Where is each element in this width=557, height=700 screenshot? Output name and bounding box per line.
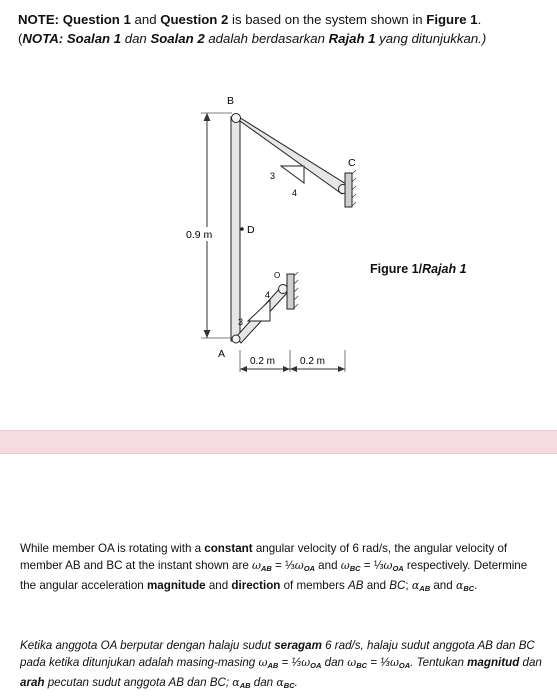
en-eq-2: = ⅓	[360, 559, 384, 572]
en-bold-direction: direction	[231, 579, 281, 592]
hatch-c-1	[352, 170, 356, 174]
pin-b	[232, 114, 241, 123]
my-alpha-bc: α	[276, 676, 284, 689]
question-note	[18, 10, 548, 48]
my-bold-magnitud: magnitud	[467, 656, 520, 669]
pin-a	[232, 335, 240, 343]
en-text-3: and	[314, 559, 341, 572]
problem-malay	[20, 637, 545, 694]
label-o: O	[274, 271, 281, 280]
en-italic-bc: BC	[389, 579, 406, 592]
hatch-o-2	[294, 280, 298, 284]
support-o	[287, 274, 294, 309]
my-text-2: 6 rad/s, halaju sudut anggota AB dan BC pada ketika ditunjukan adalah masing-masing	[20, 639, 535, 669]
hatch-o-4	[294, 296, 298, 300]
my-text-5: dan	[519, 656, 542, 669]
en-italic-ab: AB	[348, 579, 364, 592]
note-label: NOTE:	[18, 12, 63, 27]
member-bc	[234, 114, 346, 194]
caption-prefix: Figure 1/	[370, 262, 423, 276]
figure-caption	[370, 262, 467, 276]
en-omega-ab: ω	[252, 559, 261, 572]
hatch-o-1	[294, 272, 298, 276]
en-omega-oa-2-sub: OA	[392, 564, 404, 573]
note-my-end: yang ditunjukkan.)	[375, 31, 487, 46]
en-omega-bc: ω	[340, 559, 350, 572]
my-omega-bc: ω	[347, 656, 357, 669]
slope-bc-run: 4	[292, 188, 298, 198]
hatch-o-5	[294, 304, 298, 308]
divider-band	[0, 430, 557, 454]
dim-h-arrow-3	[290, 366, 297, 372]
en-omega-oa-2: ω	[383, 559, 393, 572]
dim-h-arrow-2	[283, 366, 290, 372]
label-a: A	[218, 348, 226, 360]
en-alpha-bc-sub: BC	[463, 584, 475, 593]
my-alpha-ab-sub: AB	[239, 681, 251, 690]
en-alpha-ab-sub: AB	[419, 584, 431, 593]
my-alpha-ab: α	[232, 676, 240, 689]
my-bold-seragam: seragam	[274, 639, 322, 652]
my-omega-ab: ω	[258, 656, 268, 669]
my-omega-oa-2: ω	[389, 656, 399, 669]
my-text-6: pecutan sudut anggota AB dan BC;	[44, 676, 233, 689]
en-bold-constant: constant	[204, 542, 253, 555]
dim-arrow-bottom	[204, 330, 211, 338]
my-eq-2: = ⅓	[367, 656, 390, 669]
point-d	[240, 227, 244, 231]
en-omega-ab-sub: AB	[260, 564, 272, 573]
figure-ref: Figure 1	[426, 12, 478, 27]
en-bold-magnitude: magnitude	[146, 579, 206, 592]
note-end: .	[477, 12, 482, 27]
my-text-8: .	[294, 676, 298, 689]
my-bold-arah: arah	[20, 676, 45, 689]
hatch-c-2	[352, 178, 356, 182]
member-ab	[231, 117, 240, 341]
en-text-5: and	[205, 579, 232, 592]
caption-malay: Rajah 1	[422, 262, 467, 276]
note-my-dan: dan	[121, 31, 151, 46]
label-b: B	[227, 95, 235, 107]
note-and: and	[130, 12, 161, 27]
my-omega-bc-sub: BC	[356, 661, 368, 670]
en-text-6: of members	[280, 579, 349, 592]
en-omega-bc-sub: BC	[349, 564, 361, 573]
my-omega-oa-1: ω	[301, 656, 311, 669]
en-eq-1: = ⅓	[271, 559, 295, 572]
en-text-1: While member OA is rotating with a	[20, 542, 205, 555]
en-text-2: angular velocity of 6 rad/s, the angular velocity of member AB and BC at the instant shown are	[20, 542, 508, 572]
pin-o	[279, 285, 288, 294]
en-text-10: .	[474, 579, 478, 592]
note-my-open: (	[18, 31, 23, 46]
my-text-1: Ketika anggota OA berputar dengan halaju sudut	[20, 639, 275, 652]
question-1-ref: Question 1	[62, 12, 131, 27]
nota-label: NOTA:	[22, 31, 67, 46]
en-text-7: and	[363, 579, 390, 592]
figure-1	[0, 85, 557, 385]
note-malay	[18, 29, 548, 48]
dim-h-arrow-4	[338, 366, 345, 372]
en-text-4: respectively. Determine the angular acceleration	[20, 559, 528, 592]
en-omega-oa-1-sub: OA	[303, 564, 315, 573]
slope-triangle-oa	[248, 300, 270, 321]
my-eq-1: = ⅓	[278, 656, 302, 669]
mechanism-diagram	[0, 85, 557, 385]
hatch-c-3	[352, 186, 356, 190]
problem-english	[20, 540, 545, 597]
my-omega-ab-sub: AB	[267, 661, 279, 670]
support-c	[345, 173, 352, 207]
hatch-o-3	[294, 288, 298, 292]
note-text: is based on the system shown in	[228, 12, 427, 27]
my-text-3: dan	[321, 656, 348, 669]
question-2-ref: Question 2	[160, 12, 229, 27]
en-text-9: and	[430, 579, 456, 592]
rajah-ref: Rajah 1	[328, 31, 376, 46]
my-text-7: dan	[250, 676, 277, 689]
soalan-2-ref: Soalan 2	[150, 31, 205, 46]
width-label-2: 0.2 m	[300, 356, 326, 367]
my-alpha-bc-sub: BC	[283, 681, 295, 690]
hatch-c-5	[352, 202, 356, 206]
my-omega-oa-1-sub: OA	[310, 661, 322, 670]
my-omega-oa-2-sub: OA	[398, 661, 411, 670]
width-label-1: 0.2 m	[250, 356, 276, 367]
slope-triangle-bc	[281, 166, 304, 183]
en-omega-oa-1: ω	[294, 559, 304, 572]
dim-h-arrow-1	[240, 366, 247, 372]
en-alpha-bc: α	[455, 579, 464, 592]
my-text-4: . Tentukan	[410, 656, 468, 669]
label-c: C	[348, 157, 356, 169]
note-my-text: adalah berdasarkan	[204, 31, 329, 46]
hatch-c-4	[352, 194, 356, 198]
soalan-1-ref: Soalan 1	[66, 31, 122, 46]
note-english	[18, 10, 548, 29]
slope-oa-run: 4	[265, 290, 271, 300]
slope-bc-rise: 3	[270, 171, 276, 181]
dim-arrow-top	[204, 113, 211, 121]
height-label: 0.9 m	[186, 229, 213, 241]
slope-oa-rise: 3	[238, 317, 244, 327]
en-text-8: ;	[405, 579, 412, 592]
en-alpha-ab: α	[411, 579, 420, 592]
label-d: D	[247, 224, 255, 236]
